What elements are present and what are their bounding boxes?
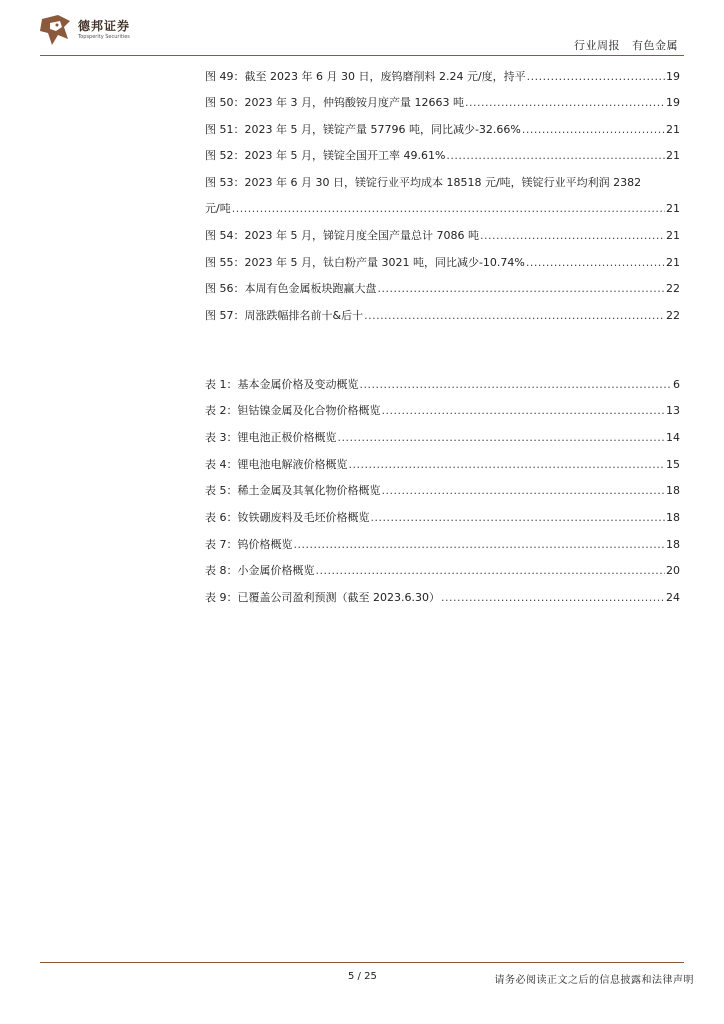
toc-entry-page: 21 (666, 229, 680, 242)
toc-entry[interactable] (205, 589, 680, 605)
toc-entry-title: 表 8：小金属价格概览 (205, 564, 315, 577)
sector-name: 有色金属 (632, 39, 678, 52)
toc-entry-page: 20 (666, 564, 680, 577)
toc-leader (232, 202, 665, 215)
toc-leader (349, 458, 666, 471)
page-header (0, 0, 724, 60)
toc-entry-title: 表 1：基本金属价格及变动概览 (205, 378, 359, 391)
toc-leader (382, 404, 666, 417)
toc-entry-title: 图 51：2023 年 5 月，镁锭产量 57796 吨，同比减少-32.66% (205, 123, 521, 136)
toc-leader (360, 378, 673, 391)
toc-entry-title: 表 2：钽钴镍金属及化合物价格概览 (205, 404, 381, 417)
toc-entry[interactable] (205, 402, 680, 418)
toc-entry-title: 表 4：锂电池电解液价格概览 (205, 458, 348, 471)
toc-entry-page: 18 (666, 511, 680, 524)
toc-leader (446, 149, 665, 162)
logo-english-name: Topsperity Securities (78, 34, 130, 40)
toc-entry[interactable] (205, 429, 680, 445)
toc-entry-title: 表 7：钨价格概览 (205, 538, 293, 551)
logo-chinese-name: 德邦证券 (78, 19, 131, 33)
toc-entry[interactable] (205, 536, 680, 552)
report-type: 行业周报 (574, 39, 620, 52)
toc-entry[interactable] (205, 509, 680, 525)
toc-entry-title: 表 3：锂电池正极价格概览 (205, 431, 337, 444)
toc-entry-page: 18 (666, 538, 680, 551)
header-category (574, 37, 678, 53)
toc-leader (338, 431, 666, 444)
toc-leader (294, 538, 666, 551)
toc-entry[interactable] (205, 254, 680, 270)
toc-entry-page: 21 (666, 149, 680, 162)
toc-entry-page: 13 (666, 404, 680, 417)
toc-entry[interactable] (205, 200, 680, 216)
toc-entry[interactable] (205, 376, 680, 392)
toc-entry[interactable] (205, 482, 680, 498)
toc-leader (527, 70, 665, 83)
toc-entry[interactable] (205, 147, 680, 163)
toc-leader (522, 123, 665, 136)
toc-entry-page: 21 (666, 256, 680, 269)
toc-leader (441, 591, 665, 604)
toc-entry-page: 15 (666, 458, 680, 471)
toc-entry-page: 6 (673, 378, 680, 391)
toc-entry[interactable] (205, 307, 680, 323)
toc-entry-page: 18 (666, 484, 680, 497)
toc-entry[interactable] (205, 456, 680, 472)
toc-entry-title: 表 6：钕铁硼废料及毛坯价格概览 (205, 511, 370, 524)
toc-entry-title: 图 49：截至 2023 年 6 月 30 日，废钨磨削料 2.24 元/度，持平 (205, 70, 526, 83)
toc-leader (371, 511, 666, 524)
toc-entry-title: 图 55：2023 年 5 月，钛白粉产量 3021 吨，同比减少-10.74% (205, 256, 525, 269)
toc-entry-title: 图 54：2023 年 5 月，锑锭月度全国产量总计 7086 吨 (205, 229, 479, 242)
toc-entry-title: 表 9：已覆盖公司盈利预测（截至 2023.6.30） (205, 591, 440, 604)
toc-entry-page: 24 (666, 591, 680, 604)
toc-leader (364, 309, 665, 322)
legal-disclaimer: 请务必阅读正文之后的信息披露和法律声明 (494, 975, 694, 986)
toc-entry-page: 19 (666, 96, 680, 109)
toc-entry-page: 14 (666, 431, 680, 444)
toc-entry-page: 19 (666, 70, 680, 83)
toc-entry-title: 图 57：周涨跌幅排名前十&后十 (205, 309, 364, 322)
header-divider (40, 55, 684, 56)
toc-entry[interactable] (205, 121, 680, 137)
toc-entry-page: 22 (666, 309, 680, 322)
toc-entry[interactable] (205, 562, 680, 578)
page-number: 5 / 25 (348, 971, 377, 982)
toc-entry[interactable] (205, 280, 680, 296)
logo-mark-icon (38, 13, 74, 47)
toc-entry-page: 21 (666, 123, 680, 136)
toc-entry[interactable] (205, 68, 680, 84)
toc-leader (382, 484, 666, 497)
toc-leader (465, 96, 665, 109)
toc-leader (378, 282, 666, 295)
toc-entry-page: 21 (666, 202, 680, 215)
toc-entry-title: 图 50：2023 年 3 月，仲钨酸铵月度产量 12663 吨 (205, 96, 464, 109)
toc-entry-page: 22 (666, 282, 680, 295)
toc-leader (316, 564, 666, 577)
toc-entry-title-line1[interactable]: 图 53：2023 年 6 月 30 日，镁锭行业平均成本 18518 元/吨，镁锭行业平均利润 2382 (205, 176, 642, 189)
toc-entry-title: 图 52：2023 年 5 月，镁锭全国开工率 49.61% (205, 149, 446, 162)
company-logo (38, 13, 138, 49)
toc-leader (480, 229, 665, 242)
toc-entry-title: 图 56：本周有色金属板块跑赢大盘 (205, 282, 377, 295)
toc-leader (526, 256, 665, 269)
toc-entry[interactable] (205, 94, 680, 110)
toc-entry-title: 表 5：稀土金属及其氧化物价格概览 (205, 484, 381, 497)
toc-entry[interactable] (205, 227, 680, 243)
footer-divider (40, 962, 684, 963)
toc-entry-title: 元/吨 (205, 202, 231, 215)
